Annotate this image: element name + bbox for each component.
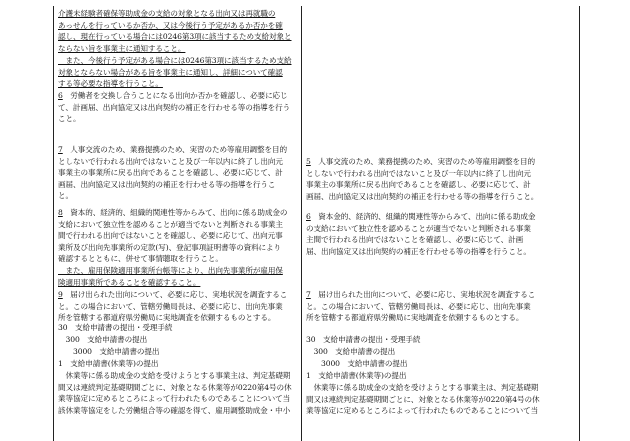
paragraph-5 — [306, 156, 576, 202]
section-heading-3000-right: 3000 支給申請書の提出 — [306, 359, 408, 368]
paragraph-9-text: 届け出られた出向について、必要に応じ、実地状況を調査するこ と。この場合において、管轄労働局長は、必要に応じ、出向先事業 所を管轄する都道府県労働局に実地調査を依頼するものとする。 — [58, 290, 288, 323]
current-column — [301, 6, 580, 441]
paragraph-7-right-text: 届け出られた出向について、必要に応じ、実地状況を調査するこ と。この場合において、管轄労働局長は、必要に応じ、出向先事業 所を管轄する都道府県労働局に実地調査を依頼するものとする。 — [306, 290, 536, 323]
paragraph-application-body-right: 休業等に係る助成金の支給を受けようとする事業主は、判定基礎期 間又は連続判定基礎期間ごとに、対象となる休業等が0220第4号の休 業等協定に定めるところによって行われたものであることについて当 — [306, 383, 540, 416]
paragraph-6-right-text: 資本金的、経済的、組織的関連性等からみて、出向に係る助成金 の支給において独立性を認めることが適当でないと判断される事業 主間で行われる出向ではないことを確認し、必要に応じて、計画 届、出向協定又は出向契約の補正を行わせる等の指導を行うこと。 — [306, 212, 536, 256]
paragraph-future-plan-notice: また、今後行う予定がある場合には0246第3項に該当するため支給 対象とならない場合がある旨を事業主に通知し、詳細について確認 する等必要な指導を行うこと。 — [58, 56, 292, 89]
item-number-7-right: 7 — [306, 290, 311, 299]
paragraph-6-text: 労働者を交換し合うことになる出向か否かを確認し、必要に応じ て、計画届、出向協定又は出向契約の補正を行わせる等の指導を行う こと。 — [58, 91, 291, 124]
paragraph-6 — [58, 90, 300, 125]
section-heading-300-right: 300 支給申請書の提出 — [306, 347, 396, 356]
paragraph-6-right — [306, 211, 576, 257]
item-number-7: 7 — [58, 145, 63, 154]
paragraph-8-text: 資本的、経済的、組織的関連性等からみて、出向に係る助成金の 支給において独立性を認めることが適当でないと判断される事業主 間で行われる出向ではないことを確認し、必要に応じて、出向元事 業所及び出向先事業所の定款(写)、登記事項証明書等の資料により 確認するとともに、併せて事情聴取を行うこと。 — [58, 208, 288, 264]
item-number-9: 9 — [58, 290, 63, 299]
item-number-5: 5 — [306, 157, 311, 166]
section-heading-3000: 3000 支給申請書の提出 — [58, 347, 160, 356]
revised-column — [53, 6, 302, 441]
section-heading-30: 30 支給申請書の提出・受理手続 — [58, 323, 173, 332]
paragraph-eligibility-check: 介護未経験者確保等助成金の支給の対象となる出向又は再就職の あっせんを行っているか否か、又は今後行う予定があるか否かを確 認し、現在行っている場合には0246第3項に該当するため支給対象と ならない旨を事業主に通知すること。 — [58, 9, 292, 53]
section-heading-1: 1 支給申請書(休業等)の提出 — [58, 359, 159, 368]
paragraph-7 — [58, 144, 300, 202]
section-heading-300: 300 支給申請書の提出 — [58, 335, 148, 344]
paragraph-8 — [58, 207, 300, 265]
paragraph-7-right — [306, 289, 576, 324]
section-heading-30-right: 30 支給申請書の提出・受理手続 — [306, 335, 421, 344]
paragraph-application-body: 休業等に係る助成金の支給を受けようとする事業主は、判定基礎期 間又は連続判定基礎期間ごとに、対象となる休業等が0220第4号の休 業等協定に定めるところによって行われたものであることについて当 該休業等協定をした労働組合等の確認を得て、雇用調整助成金・中小 — [58, 371, 292, 415]
item-number-6: 6 — [58, 91, 63, 100]
section-heading-1-right: 1 支給申請書(休業等)の提出 — [306, 371, 407, 380]
paragraph-8-insurance-check: また、雇用保険適用事業所台帳等により、出向先事業所が雇用保 険適用事業所であることを確認すること。 — [58, 266, 283, 287]
paragraph-9 — [58, 289, 300, 324]
item-number-8: 8 — [58, 208, 63, 217]
paragraph-7-text: 人事交流のため、業務提携のため、実習のため等雇用調整を目的 としないで行われる出向ではないこと及び一年以内に終了し出向元 事業主の事業所に戻る出向であることを確認し、必要に応じて、計 画届、出向協定又は出向契約の補正を行わせる等の指導を行うこ と。 — [58, 145, 287, 201]
paragraph-5-text: 人事交流のため、業務提携のため、実習のため等雇用調整を目的 としないで行われる出向ではないこと及び一年以内に終了し出向元 事業主の事業所に戻る出向であることを確認し、必要に応じて、計 画届、出向協定又は出向契約の補正を行わせる等の指導を行うこと。 — [306, 157, 539, 201]
item-number-6-right: 6 — [306, 212, 311, 221]
